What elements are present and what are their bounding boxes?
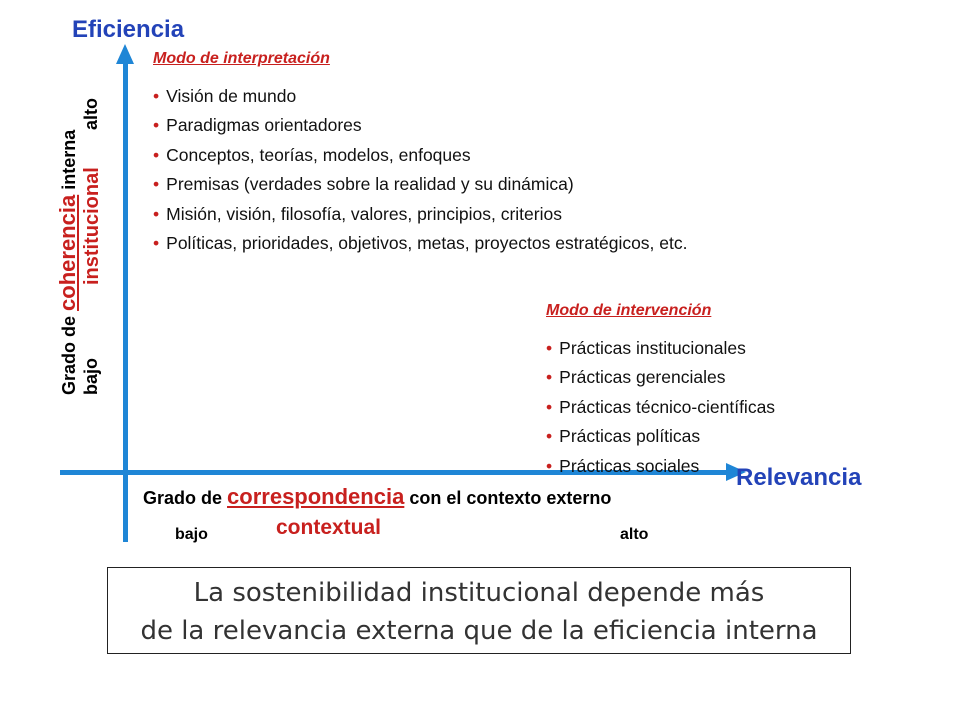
y-axis-label-group: [55, 35, 125, 395]
x-axis-low-label: bajo: [175, 526, 208, 543]
interpretation-mode-block: [153, 50, 688, 258]
list-item: [153, 141, 688, 170]
y-axis-caption: [55, 130, 81, 395]
list-item: [153, 111, 688, 140]
y-axis-subcaption-row: [81, 35, 107, 395]
list-item-text: Prácticas gerenciales: [559, 367, 726, 388]
x-axis-high-label: alto: [620, 526, 649, 543]
bullet-icon: •: [546, 455, 553, 476]
list-item: [153, 229, 688, 258]
list-item-text: Premisas (verdades sobre la realidad y su dinámica): [166, 174, 574, 195]
x-caption-suffix: con el contexto externo: [409, 488, 612, 508]
list-item-text: Conceptos, teorías, modelos, enfoques: [166, 144, 471, 165]
y-axis-high-label: alto: [81, 97, 101, 130]
list-item: [546, 363, 775, 392]
list-item-text: Políticas, prioridades, objetivos, metas, proyectos estratégicos, etc.: [166, 232, 688, 253]
bullet-icon: •: [153, 86, 160, 106]
list-item: [153, 200, 688, 229]
list-item: [546, 452, 775, 481]
list-item: [546, 334, 775, 363]
interpretation-mode-list: [153, 82, 688, 258]
bullet-icon: •: [546, 338, 553, 358]
bullet-icon: •: [546, 426, 553, 447]
conclusion-line-1: La sostenibilidad institucional depende más: [193, 578, 765, 608]
bullet-icon: •: [153, 115, 160, 136]
list-item-text: Visión de mundo: [166, 86, 297, 106]
bullet-icon: •: [153, 174, 160, 195]
bullet-icon: •: [153, 203, 160, 224]
conclusion-line-2: de la relevancia externa que de la eficiencia interna: [140, 616, 818, 646]
y-axis-second-line: institucional: [81, 167, 103, 285]
list-item-text: Prácticas políticas: [559, 426, 701, 447]
list-item-text: Paradigmas orientadores: [166, 115, 362, 136]
intervention-mode-block: [546, 302, 775, 481]
y-caption-highlight: coherencia: [55, 194, 80, 311]
bullet-icon: •: [546, 396, 553, 417]
list-item: [546, 393, 775, 422]
list-item: [153, 82, 688, 111]
x-axis-second-line: contextual: [276, 516, 382, 539]
bullet-icon: •: [153, 232, 160, 253]
y-axis-title: Eficiencia: [72, 16, 185, 43]
conclusion-box: [107, 567, 851, 654]
list-item-text: Prácticas técnico-científicas: [559, 396, 776, 417]
x-caption-prefix: Grado de: [143, 488, 223, 508]
list-item: [153, 170, 688, 199]
x-axis-title: Relevancia: [736, 464, 862, 491]
interpretation-mode-title: Modo de interpretación: [153, 50, 330, 67]
bullet-icon: •: [546, 367, 553, 388]
x-axis-caption: [143, 484, 611, 510]
list-item: [546, 422, 775, 451]
intervention-mode-list: [546, 334, 775, 481]
list-item-text: Misión, visión, filosofía, valores, principios, criterios: [166, 203, 562, 224]
y-caption-suffix: interna: [59, 129, 79, 190]
bullet-icon: •: [153, 144, 160, 165]
y-axis-low-label: bajo: [81, 357, 101, 395]
list-item-text: Prácticas sociales: [559, 455, 700, 476]
x-caption-highlight: correspondencia: [227, 484, 405, 509]
y-caption-prefix: Grado de: [59, 315, 79, 395]
intervention-mode-title: Modo de intervención: [546, 302, 712, 319]
list-item-text: Prácticas institucionales: [559, 338, 746, 358]
